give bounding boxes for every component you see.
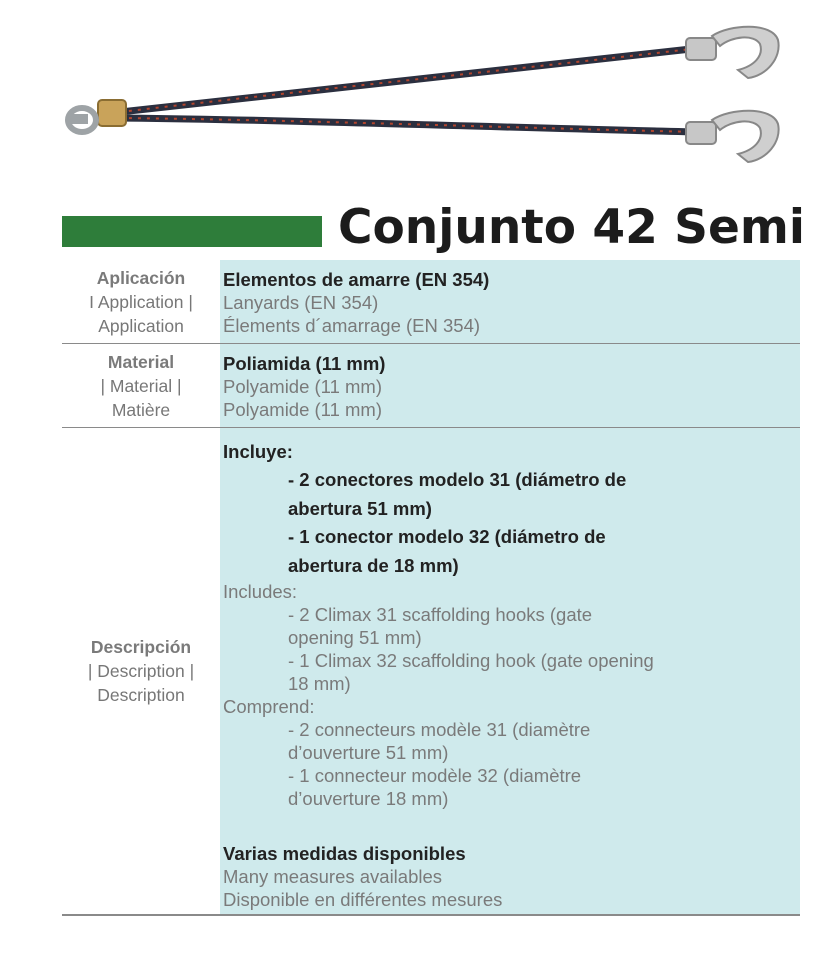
description-label-en: | Description | [87, 661, 195, 681]
includes-es-heading: Incluye: [223, 441, 293, 462]
list-item: - 1 Climax 32 scaffolding hook (gate opening [288, 650, 654, 671]
material-label-en: | Material | [100, 375, 182, 396]
list-item: - 2 connecteurs modèle 31 (diamètre [288, 719, 591, 740]
material-value-fr: Polyamide (11 mm) [223, 399, 383, 420]
application-value-es: Elementos de amarre (EN 354) [223, 269, 490, 290]
application-value-en: Lanyards (EN 354) [223, 292, 379, 313]
measures-es: Varias medidas disponibles [223, 843, 466, 864]
material-row [62, 344, 800, 428]
description-value [220, 428, 800, 914]
description-row [62, 428, 800, 916]
material-label [62, 344, 220, 427]
list-item: - 1 conector modelo 32 (diámetro de [288, 526, 606, 547]
title-accent-bar [62, 216, 322, 247]
list-item: 18 mm) [288, 673, 351, 694]
list-item: d’ouverture 51 mm) [288, 742, 449, 763]
material-value-es: Poliamida (11 mm) [223, 353, 386, 374]
application-label [62, 260, 220, 343]
application-row [62, 260, 800, 344]
list-item: - 2 Climax 31 scaffolding hooks (gate [288, 604, 593, 625]
material-value-en: Polyamide (11 mm) [223, 376, 383, 397]
double-lanyard-icon [60, 20, 800, 180]
description-label-fr: Description [97, 685, 185, 705]
page-title: Conjunto 42 Semi [338, 200, 805, 255]
list-item: d’ouverture 18 mm) [288, 788, 449, 809]
includes-en-heading: Includes: [223, 581, 298, 602]
application-label-fr: Application [98, 315, 184, 336]
list-item: opening 51 mm) [288, 627, 422, 648]
application-label-es: Aplicación [96, 267, 186, 288]
spec-table [62, 260, 800, 916]
measures-en: Many measures availables [223, 866, 443, 887]
list-item: - 2 conectores modelo 31 (diámetro de [288, 469, 627, 490]
application-value-fr: Élements d´amarrage (EN 354) [223, 315, 481, 336]
material-label-es: Material [107, 351, 175, 372]
measures-fr: Disponible en différentes mesures [223, 889, 503, 910]
list-item: abertura 51 mm) [288, 497, 432, 519]
includes-fr-heading: Comprend: [223, 696, 315, 717]
list-item: abertura de 18 mm) [288, 554, 459, 576]
material-value [220, 344, 800, 427]
description-label-es: Descripción [90, 637, 192, 657]
application-label-en: I Application | [89, 291, 193, 312]
application-value [220, 260, 800, 343]
material-label-fr: Matière [111, 399, 171, 420]
description-label [62, 428, 220, 914]
list-item: - 1 connecteur modèle 32 (diamètre [288, 765, 582, 786]
